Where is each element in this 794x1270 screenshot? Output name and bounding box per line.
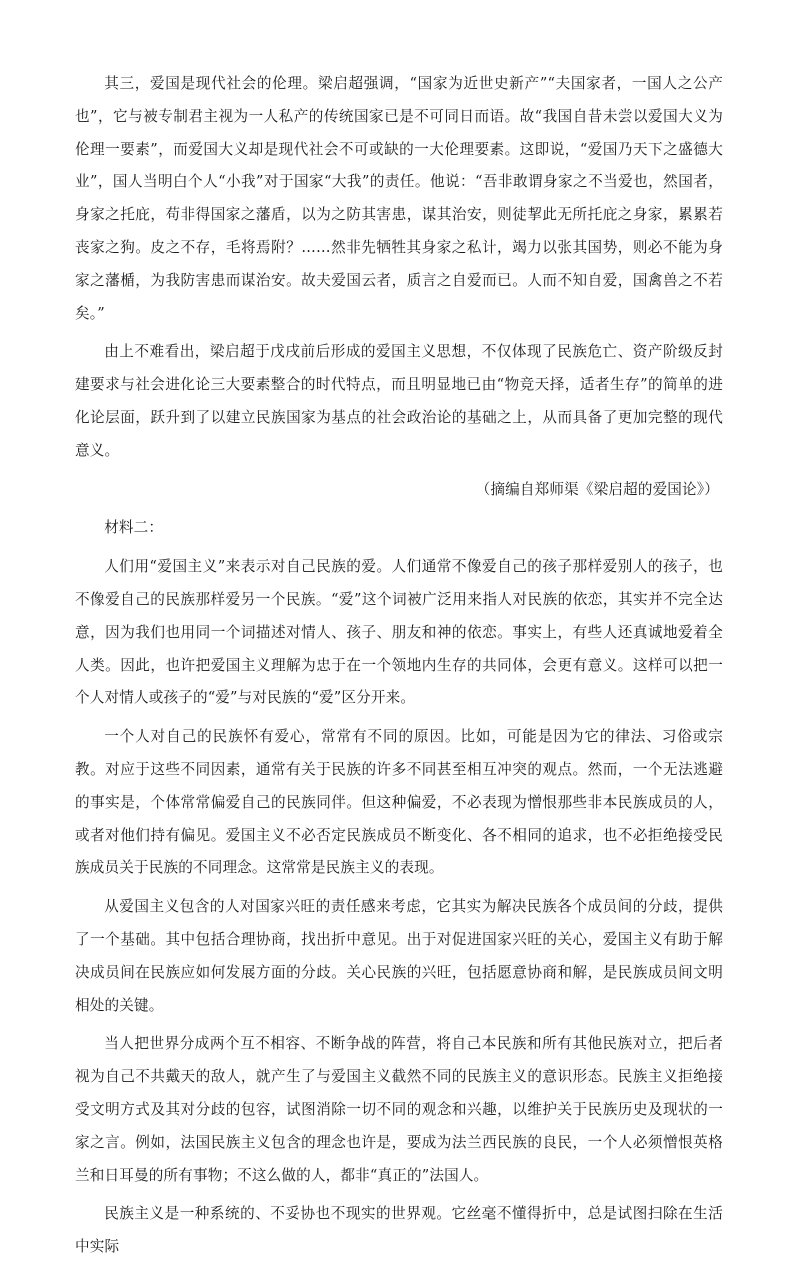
paragraph-patriotism-responsibility: 从爱国主义包含的人对国家兴旺的责任感来考虑，它其实为解决民族各个成员间的分歧，提供了一个基础。其中包括合理协商，找出折中意见。出于对促进国家兴旺的关心，爱国主义有助于解决成员间在民族应如何发展方面的分歧。关心民族的兴旺，包括愿意协商和解，是民族成员间文明相处的关键。: [75, 898, 723, 1014]
paragraph-patriotism-love: 人们用“爱国主义”来表示对自己民族的爱。人们通常不像爱自己的孩子那样爱别人的孩子，也不像爱自己的民族那样爱另一个民族。“爱”这个词被广泛用来指人对民族的依恋，其实并不完全达意，因为我们也用同一个词描述对情人、孩子、朋友和神的依恋。事实上，有些人还真诚地爱着全人类。因此，也许把爱国主义理解为忠于在一个领地内生存的共同体，会更有意义。这样可以把一个人对情人或孩子的“爱”与对民族的“爱”区分开来。: [75, 558, 723, 707]
material2-heading: 材料二：: [104, 519, 164, 537]
paragraph-ethics: 其三，爱国是现代社会的伦理。梁启超强调，“国家为近世史新产”“夫国家者，一国人之公产也”，它与被专制君主视为一人私产的传统国家已是不可同日而语。故“我国自昔未尝以爱国大义为伦理一要素”，而爱国大义却是现代社会不可或缺的一大伦理要素。这即说，“爱国乃天下之盛德大业”，国人当明白个人“小我”对于国家“大我”的责任。他说：“吾非敢谓身家之不当爱也，然国者，身家之托庇，苟非得国家之藩盾，以为之防其害患，谋其治安，则徒挈此无所托庇之身家，累累若丧家之狗。皮之不存，毛将焉附？……然非先牺牲其身家之私计，竭力以张其国势，则必不能为身家之藩楯，为我防害患而谋治安。故夫爱国云者，质言之自爱而已。人而不知自爱，国禽兽之不若矣。”: [75, 75, 723, 322]
source-citation: （摘编自郑师渠《梁启超的爱国论》）: [475, 480, 719, 498]
paragraph-patriotism-reasons: 一个人对自己的民族怀有爱心，常常有不同的原因。比如，可能是因为它的律法、习俗或宗教。对应于这些不同因素，通常有关于民族的许多不同甚至相互冲突的观点。然而，一个无法逃避的事实是，个体常常偏爱自己的民族同伴。但这种偏爱，不必表现为憎恨那些非本民族成员的人，或者对他们持有偏见。爱国主义不必否定民族成员不断变化、各不相同的追求，也不必拒绝接受民族成员关于民族的不同理念。这常常是民族主义的表现。: [75, 728, 723, 877]
paragraph-nationalism-worldview: 民族主义是一种系统的、不妥协也不现实的世界观。它丝毫不懂得折中，总是试图扫除在生活中实际: [75, 1205, 723, 1256]
document-page: [75, 68, 723, 1270]
paragraph-nationalism-ideology: 当人把世界分成两个互不相容、不断争战的阵营，将自己本民族和所有其他民族对立，把后者视为自己不共戴天的敌人，就产生了与爱国主义截然不同的民族主义的意识形态。民族主义拒绝接受文明方式及其对分歧的包容，试图消除一切不同的观念和兴趣，以维护关于民族历史及现状的一家之言。例如，法国民族主义包含的理念也许是，要成为法兰西民族的良民，一个人必须憎恨英格兰和日耳曼的所有事物；不这么做的人，都非“真正的”法国人。: [75, 1035, 723, 1184]
paragraph-summary: 由上不难看出，梁启超于戊戌前后形成的爱国主义思想，不仅体现了民族危亡、资产阶级反封建要求与社会进化论三大要素整合的时代特点，而且明显地已由“物竞天择，适者生存”的简单的进化论层面，跃升到了以建立民族国家为基点的社会政治论的基础之上，从而具备了更加完整的现代意义。: [75, 343, 723, 459]
